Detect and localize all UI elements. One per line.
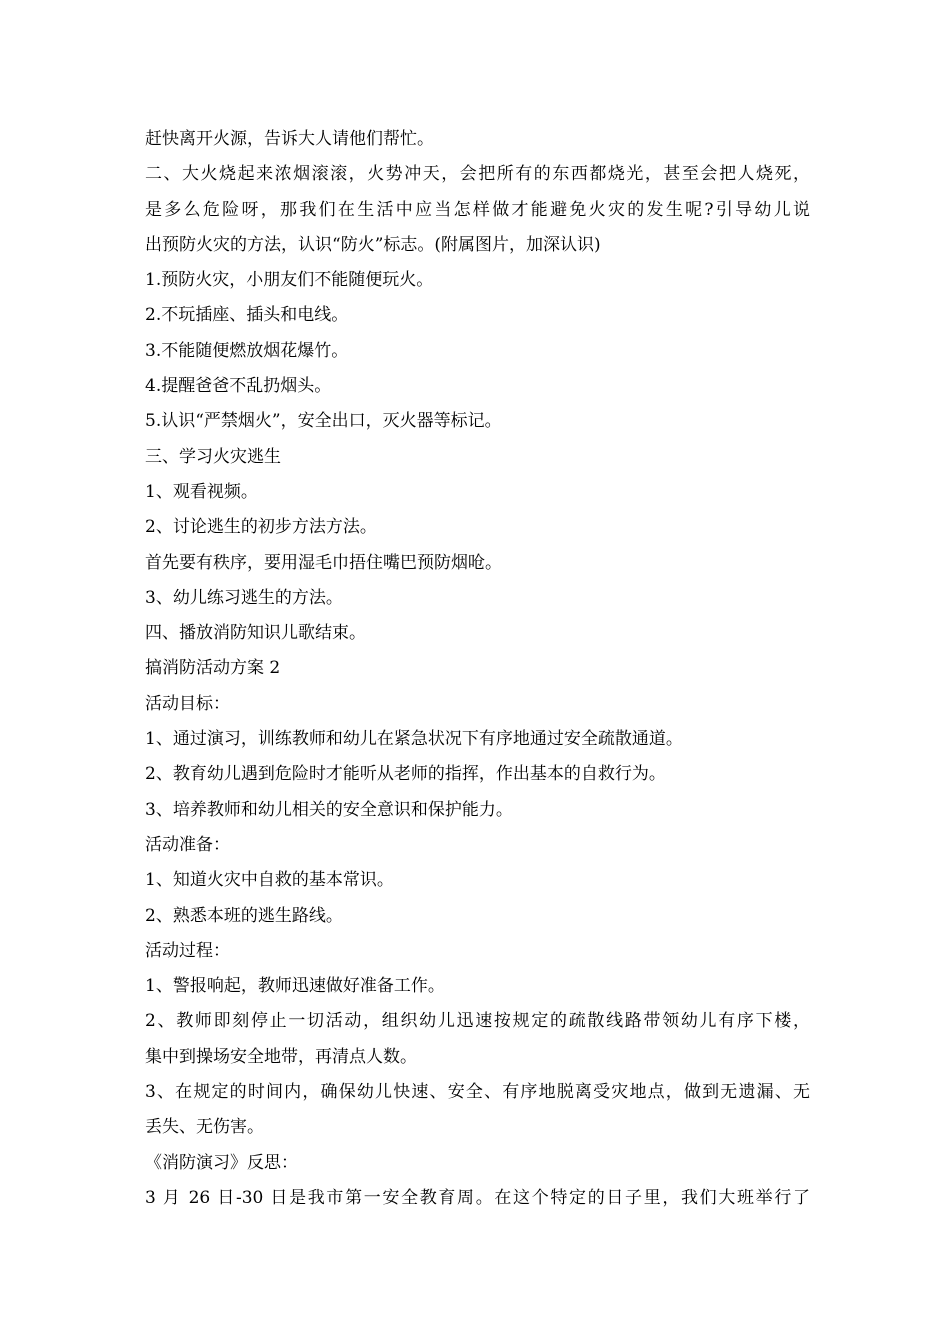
list-item: 3、幼儿练习逃生的方法。 xyxy=(145,587,343,608)
section-heading: 三、学习火灾逃生 xyxy=(145,446,281,467)
list-item: 5.认识“严禁烟火”，安全出口，灭火器等标记。 xyxy=(145,411,502,432)
list-item: 2、熟悉本班的逃生路线。 xyxy=(145,905,343,926)
list-item: 3.不能随便燃放烟花爆竹。 xyxy=(145,340,349,361)
list-item: 1、通过演习，训练教师和幼儿在紧急状况下有序地通过安全疏散通道。 xyxy=(145,729,683,750)
section-heading: 《消防演习》反思： xyxy=(145,1152,298,1173)
text-line: 丢失、无伤害。 xyxy=(145,1117,264,1138)
text-line: 集中到操场安全地带，再清点人数。 xyxy=(145,1046,417,1067)
text-line: 是多么危险呀，那我们在生活中应当怎样做才能避免火灾的发生呢?引导幼儿说 xyxy=(145,199,810,220)
list-item: 1.预防火灾，小朋友们不能随便玩火。 xyxy=(145,270,434,291)
list-item: 2、教育幼儿遇到危险时才能听从老师的指挥，作出基本的自救行为。 xyxy=(145,764,666,785)
text-line: 首先要有秩序，要用湿毛巾捂住嘴巴预防烟呛。 xyxy=(145,552,502,573)
list-item: 1、观看视频。 xyxy=(145,481,258,502)
text-line: 二、大火烧起来浓烟滚滚，火势冲天，会把所有的东西都烧光，甚至会把人烧死， xyxy=(145,164,810,185)
list-item: 2.不玩插座、插头和电线。 xyxy=(145,305,349,326)
document-body xyxy=(145,122,810,1216)
list-item: 2、讨论逃生的初步方法方法。 xyxy=(145,517,377,538)
section-heading: 四、播放消防知识儿歌结束。 xyxy=(145,623,366,644)
list-item: 2、教师即刻停止一切活动，组织幼儿迅速按规定的疏散线路带领幼儿有序下楼， xyxy=(145,1011,810,1032)
section-heading: 活动过程： xyxy=(145,940,230,961)
list-item: 4.提醒爸爸不乱扔烟头。 xyxy=(145,376,332,397)
list-item: 1、知道火灾中自救的基本常识。 xyxy=(145,870,394,891)
document-title: 搞消防活动方案 2 xyxy=(145,658,281,679)
text-line: 出预防火灾的方法，认识“防火”标志。(附属图片，加深认识) xyxy=(145,234,601,255)
list-item: 3、培养教师和幼儿相关的安全意识和保护能力。 xyxy=(145,799,513,820)
text-line: 赶快离开火源，告诉大人请他们帮忙。 xyxy=(145,129,434,149)
list-item: 1、警报响起，教师迅速做好准备工作。 xyxy=(145,976,445,997)
section-heading: 活动准备： xyxy=(145,834,230,855)
section-heading: 活动目标： xyxy=(145,693,230,714)
text-line: 3 月 26 日-30 日是我市第一安全教育周。在这个特定的日子里，我们大班举行了 xyxy=(145,1187,811,1208)
list-item: 3、在规定的时间内，确保幼儿快速、安全、有序地脱离受灾地点，做到无遗漏、无 xyxy=(145,1082,810,1103)
